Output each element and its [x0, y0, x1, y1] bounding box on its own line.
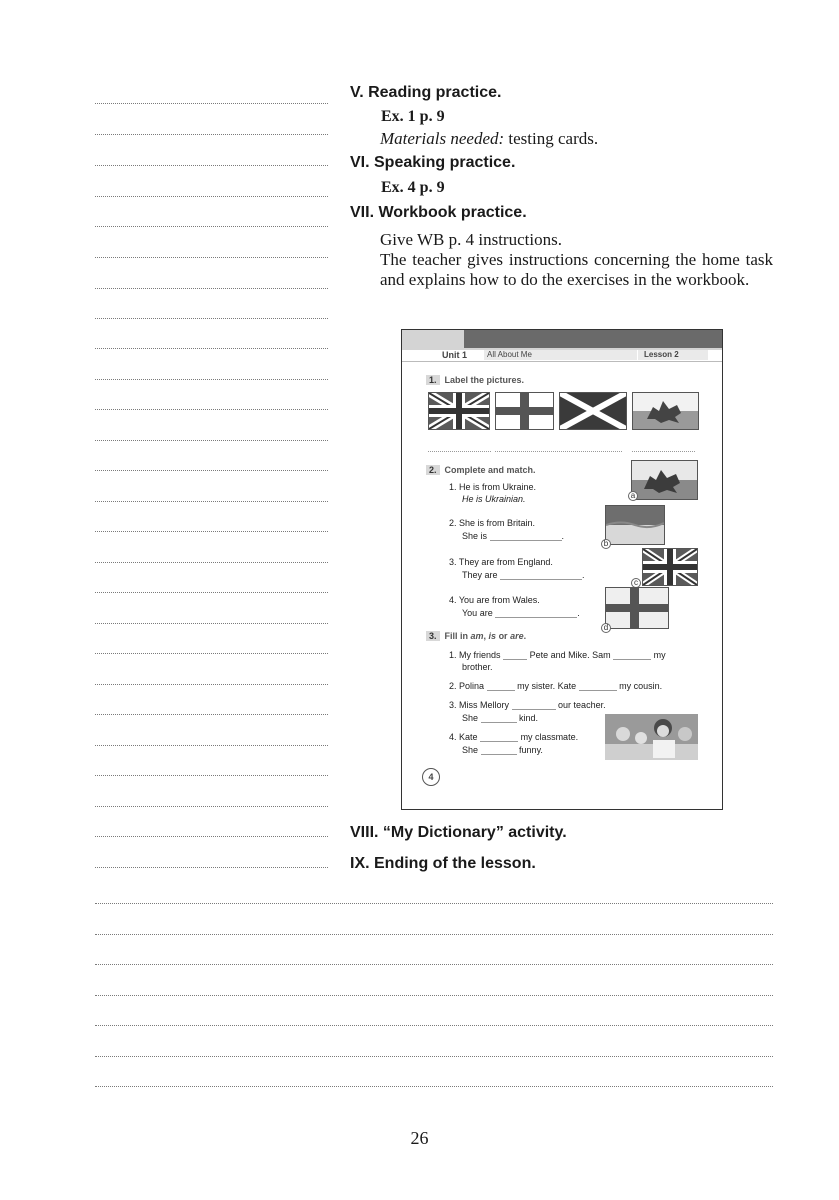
note-line — [95, 806, 328, 807]
note-line — [95, 318, 328, 319]
note-line — [95, 470, 328, 471]
note-line — [95, 440, 328, 441]
note-line — [95, 964, 773, 965]
ex3-sep: , — [483, 631, 489, 641]
ex2-item-3: 3. They are from England. — [449, 557, 553, 567]
exercise-1-title: Label the pictures. — [444, 375, 525, 385]
answer-line — [559, 451, 622, 452]
blank-line — [487, 682, 515, 691]
note-line — [95, 1025, 773, 1026]
blank-line — [579, 682, 617, 691]
wales-flag-1 — [632, 392, 699, 430]
ex3-l4c: She — [462, 745, 479, 755]
note-line — [95, 379, 328, 380]
exercise-2-heading — [426, 465, 536, 475]
note-line — [95, 995, 773, 996]
scotland-flag — [559, 392, 627, 430]
materials-label: Materials needed: — [380, 129, 505, 148]
ex3-l1b: Pete and Mike. Sam — [529, 650, 611, 660]
classroom-photo — [605, 714, 698, 760]
answer-line — [632, 451, 695, 452]
note-line — [95, 531, 328, 532]
ex3-l2c: my cousin. — [619, 681, 663, 691]
section-workbook-title: VII. Workbook practice. — [350, 204, 527, 221]
note-line — [95, 684, 328, 685]
note-line — [95, 257, 328, 258]
note-line — [95, 348, 328, 349]
note-line — [95, 836, 328, 837]
note-line — [95, 134, 328, 135]
note-line — [95, 714, 328, 715]
ex3-l4a: 4. Kate — [449, 732, 478, 742]
ex2-item-2: 2. She is from Britain. — [449, 518, 536, 528]
ex2-item-4-prompt: You are — [462, 608, 493, 618]
note-line — [95, 409, 328, 410]
ex3-end: . — [523, 631, 527, 641]
ukraine-flag — [605, 505, 665, 545]
note-line — [95, 745, 328, 746]
workbook-page-image — [401, 329, 723, 810]
note-line — [95, 775, 328, 776]
ex2-item-3-prompt: They are — [462, 570, 498, 580]
ex3-l1c: my — [653, 650, 666, 660]
exercise-1-heading — [426, 375, 524, 385]
note-line — [95, 562, 328, 563]
ex3-l2b: my sister. Kate — [517, 681, 577, 691]
ex3-l3b: our teacher. — [558, 700, 606, 710]
ex3-item-1-cont: brother. — [462, 662, 493, 672]
match-letter-c: c — [631, 578, 641, 588]
ex3-word-is: is — [488, 631, 497, 641]
exercise-2-title: Complete and match. — [444, 465, 536, 475]
ex2-item-2-answer: She is . — [462, 531, 565, 541]
ex2-item-4: 4. You are from Wales. — [449, 595, 540, 605]
ex3-title-pre: Fill in — [444, 631, 471, 641]
ex3-item-4-cont — [462, 745, 543, 755]
workbook-description: The teacher gives instructions concerning the home task and explains how to do the exercises in the workbook. — [380, 250, 773, 289]
note-line — [95, 226, 328, 227]
answer-line — [428, 451, 491, 452]
workbook-instruction: Give WB p. 4 instructions. — [380, 230, 562, 249]
ex3-l4b: my classmate. — [520, 732, 579, 742]
blank-line — [481, 714, 517, 723]
section-speaking-title: VI. Speaking practice. — [350, 154, 516, 171]
header-band-dark — [464, 330, 722, 348]
exercise-3-number: 3. — [426, 631, 440, 641]
note-line — [95, 867, 328, 868]
ex3-item-1 — [449, 650, 666, 660]
ex3-item-2 — [449, 681, 662, 691]
england-flag-2 — [605, 587, 669, 629]
blank-line — [503, 651, 527, 660]
lesson-label: Lesson 2 — [638, 350, 708, 360]
section-ending-title: IX. Ending of the lesson. — [350, 855, 536, 872]
note-line — [95, 934, 773, 935]
section-dictionary-title: VIII. “My Dictionary” activity. — [350, 824, 567, 841]
materials-line — [380, 129, 598, 149]
union-jack-flag-1 — [428, 392, 490, 430]
answer-line — [495, 451, 558, 452]
ex3-l3c: She — [462, 713, 479, 723]
note-line — [95, 1056, 773, 1057]
england-flag-1 — [495, 392, 554, 430]
note-line — [95, 196, 328, 197]
exercise-1-number: 1. — [426, 375, 440, 385]
note-line — [95, 1086, 773, 1087]
match-letter-a: a — [628, 491, 638, 501]
ex3-word-am: am — [470, 631, 484, 641]
note-line — [95, 288, 328, 289]
union-jack-flag-2 — [642, 548, 698, 586]
note-line — [95, 103, 328, 104]
note-line — [95, 903, 773, 904]
wales-flag-2 — [631, 460, 698, 500]
ex3-item-3-cont — [462, 713, 538, 723]
blank-line — [480, 733, 518, 742]
ex2-item-4-answer: You are . — [462, 608, 580, 618]
unit-title: All About Me — [484, 350, 637, 360]
note-line — [95, 653, 328, 654]
ex3-or: or — [496, 631, 511, 641]
match-letter-b: b — [601, 539, 611, 549]
speaking-exercise: Ex. 4 p. 9 — [381, 179, 445, 196]
reading-exercise: Ex. 1 p. 9 — [381, 108, 445, 125]
ex3-l2a: 2. Polina — [449, 681, 485, 691]
ex3-l1a: 1. My friends — [449, 650, 501, 660]
match-letter-d: d — [601, 623, 611, 633]
ex2-item-2-prompt: She is — [462, 531, 488, 541]
ex2-item-1-answer: He is Ukrainian. — [462, 494, 526, 504]
ex3-l3d: kind. — [519, 713, 539, 723]
materials-value: testing cards. — [504, 129, 599, 148]
unit-label: Unit 1 — [442, 350, 468, 360]
page-number: 26 — [410, 1128, 429, 1148]
note-line — [95, 165, 328, 166]
blank-line — [500, 571, 582, 580]
ex2-item-3-answer: They are . — [462, 570, 585, 580]
ex3-item-3 — [449, 700, 606, 710]
ex3-l3a: 3. Miss Mellory — [449, 700, 510, 710]
note-line — [95, 501, 328, 502]
ex2-item-1: 1. He is from Ukraine. — [449, 482, 537, 492]
ex3-item-4 — [449, 732, 578, 742]
ex3-l4d: funny. — [519, 745, 543, 755]
exercise-3-heading — [426, 631, 526, 641]
note-line — [95, 592, 328, 593]
workbook-page-number: 4 — [422, 768, 440, 786]
note-line — [95, 623, 328, 624]
section-reading-title: V. Reading practice. — [350, 84, 502, 101]
ex3-word-are: are — [510, 631, 524, 641]
blank-line — [512, 701, 556, 710]
blank-line — [490, 532, 562, 541]
exercise-2-number: 2. — [426, 465, 440, 475]
blank-line — [613, 651, 651, 660]
blank-line — [481, 746, 517, 755]
blank-line — [495, 609, 577, 618]
